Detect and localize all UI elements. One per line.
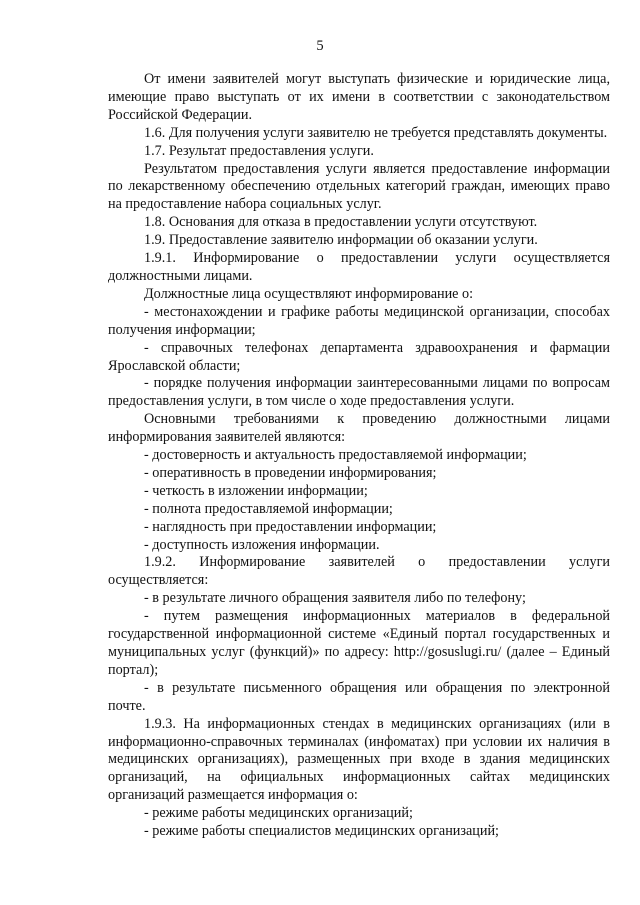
list-item-completeness: - полнота предоставляемой информации; (144, 500, 393, 517)
paragraph-result-description: Результатом предоставления услуги является предоставление информации по лекарственному обеспечению отдельных категорий граждан, имеющих право на предоставление набора социальных услуг. (108, 160, 610, 213)
list-item-reference-phones: - справочных телефонах департамента здравоохранения и фармации Ярославской области; (108, 339, 610, 374)
list-item-promptness: - оперативность в проведении информирования; (144, 464, 437, 481)
page-number: 5 (316, 38, 324, 54)
list-item-organization-hours: - режиме работы медицинских организаций; (144, 805, 413, 822)
list-item-procedure: - порядке получения информации заинтересованными лицами по вопросам предоставления услуги, в том числе о ходе предоставления услуги. (108, 375, 610, 410)
paragraph-1-6-documents: 1.6. Для получения услуги заявителю не требуется представлять документы. (144, 124, 608, 141)
document-body (108, 71, 610, 841)
list-item-location-schedule: - местонахождении и графике работы медицинской организации, способах получения информации; (108, 303, 610, 338)
paragraph-main-requirements: Основными требованиями к проведению должностными лицами информирования заявителей являются: (108, 411, 610, 446)
paragraph-1-9-3-info-stands: 1.9.3. На информационных стендах в медицинских организациях (или в информационно-справочных терминалах (инфоматах) при условии их наличия в медицинских организациях), размещенных при входе в здания медицинских организаций, на официальных информационных сайтах медицинских организаций размещается информация о: (108, 715, 610, 804)
list-item-unified-portal: - путем размещения информационных материалов в федеральной государственной информационной системе «Единый портал государственных и муниципальных услуг (функций)» по адресу: http://gosuslugi.ru/ (далее – Единый портал); (108, 608, 610, 678)
paragraph-1-9-2-informing: 1.9.2. Информирование заявителей о предоставлении услуги осуществляется: (108, 554, 610, 589)
list-item-reliability: - достоверность и актуальность предоставляемой информации; (144, 447, 527, 464)
paragraph-1-9-1-officials: 1.9.1. Информирование о предоставлении услуги осуществляется должностными лицами. (108, 250, 610, 284)
list-item-clarity: - четкость в изложении информации; (144, 482, 368, 499)
list-item-accessibility: - доступность изложения информации. (144, 536, 380, 553)
list-item-written-or-email: - в результате письменного обращения или обращения по электронной почте. (108, 679, 610, 714)
paragraph-officials-inform-about: Должностные лица осуществляют информирование о: (144, 285, 474, 302)
paragraph-applicant-representatives: От имени заявителей могут выступать физические и юридические лица, имеющие право выступать от их имени в соответствии с законодательством Российской Федерации. (108, 71, 610, 123)
list-item-visibility: - наглядность при предоставлении информации; (144, 518, 437, 535)
paragraph-1-9-information: 1.9. Предоставление заявителю информации об оказании услуги. (144, 232, 538, 249)
paragraph-1-8-refusal: 1.8. Основания для отказа в предоставлении услуги отсутствуют. (144, 214, 538, 231)
list-item-specialist-hours: - режиме работы специалистов медицинских организаций; (144, 823, 499, 840)
paragraph-1-7-result-heading: 1.7. Результат предоставления услуги. (144, 142, 374, 159)
list-item-personal-or-phone: - в результате личного обращения заявителя либо по телефону; (144, 590, 526, 607)
